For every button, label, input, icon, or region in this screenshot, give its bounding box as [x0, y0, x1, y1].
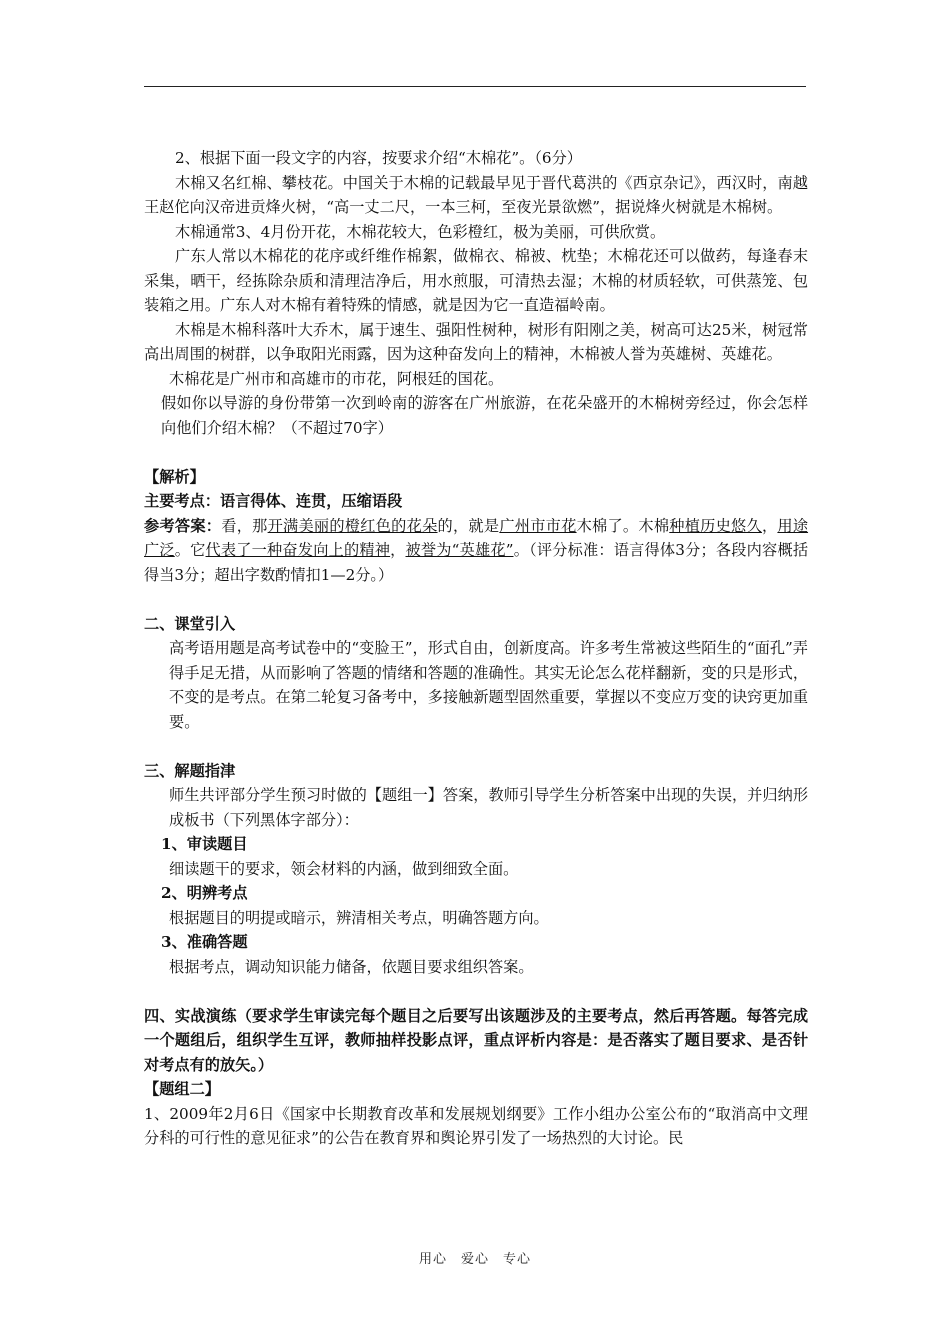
- answer-underline-4: 用途广泛: [144, 516, 809, 559]
- answer-underline-2: 广州市市花: [499, 516, 577, 535]
- group-2-question-1: 1、2009年2月6日《国家中长期教育改革和发展规划纲要》工作小组办公室公布的“取消高中文理分科的可行性的意见征求”的公告在教育界和舆论界引发了一场热烈的大讨论。民: [144, 1104, 808, 1147]
- material-paragraph-3: 广东人常以木棉花的花序或纤维作棉絮，做棉衣、棉被、枕垫；木棉花还可以做药，每逢春末采集，晒干，经拣除杂质和清理洁净后，用水煎服，可清热去湿；木棉的材质轻软，可供蒸笼、包装箱之用。广东人对木棉有着特殊的情感，就是因为它一直造福岭南。: [144, 247, 808, 314]
- material-paragraph-2: 木棉通常3、4月份开花，木棉花较大，色彩橙红，极为美丽，可供欣赏。: [175, 222, 666, 241]
- section-2-body: 高考语用题是高考试卷中的“变脸王”，形式自由，创新度高。许多考生常被这些陌生的“面孔”弄得手足无措，从而影响了答题的情绪和答题的准确性。其实无论怎么花样翻新，变的只是形式，不变的是考点。在第二轮复习备考中，多接触新题型固然重要，掌握以不变应万变的诀窍更加重要。: [169, 639, 808, 731]
- section-3-intro: 师生共评部分学生预习时做的【题组一】答案，教师引导学生分析答案中出现的失误，并归纳形成板书（下列黑体字部分）：: [169, 786, 808, 829]
- section-4-heading: 四、实战演练（要求学生审读完每个题目之后要写出该题涉及的主要考点，然后再答题。每答完成一个题组后，组织学生互评，教师抽样投影点评，重点评析内容是：是否落实了题目要求、是否针对考点有的放矢。）: [144, 1006, 808, 1074]
- analysis-key-points: 主要考点：语言得体、连贯，压缩语段: [144, 492, 403, 510]
- answer-label: 参考答案：: [144, 516, 222, 535]
- step-3-desc: 根据考点，调动知识能力储备，依题目要求组织答案。: [169, 957, 534, 976]
- step-2-title: 2、明辨考点: [161, 884, 248, 902]
- material-paragraph-4: 木棉是木棉科落叶大乔木，属于速生、强阳性树种，树形有阳刚之美，树高可达25米，树冠常高出周围的树群，以争取阳光雨露，因为这种奋发向上的精神，木棉被人誉为英雄树、英雄花。: [144, 320, 808, 363]
- analysis-heading: 【解析】: [144, 467, 205, 486]
- material-paragraph-5: 木棉花是广州市和高雄市的市花，阿根廷的国花。: [169, 369, 504, 388]
- reference-answer: 参考答案：看，那开满美丽的橙红色的花朵的，就是广州市市花木棉了。木棉种植历史悠久，用途广泛。它代表了一种奋发向上的精神，被誉为“英雄花”。（评分标准：语言得体3分；各段内容概括得当3分；超出字数酌情扣1—2分。）: [144, 516, 809, 584]
- step-2-desc: 根据题目的明提或暗示，辨清相关考点，明确答题方向。: [169, 908, 549, 927]
- header-rule: [144, 86, 806, 87]
- answer-underline-1: 开满美丽的橙红色的花朵: [267, 516, 438, 535]
- step-1-title: 1、审读题目: [161, 835, 248, 853]
- step-1-desc: 细读题干的要求，领会材料的内涵，做到细致全面。: [169, 859, 519, 878]
- section-3-heading: 三、解题指津: [144, 761, 236, 780]
- section-2-heading: 二、课堂引入: [144, 614, 236, 633]
- step-3-title: 3、准确答题: [161, 933, 248, 951]
- page-footer: 用心 爱心 专心: [418, 1252, 531, 1267]
- answer-underline-3: 种植历史悠久: [669, 516, 762, 535]
- question-2-task: 假如你以导游的身份带第一次到岭南的游客在广州旅游，在花朵盛开的木棉树旁经过，你会怎样向他们介绍木棉？（不超过70字）: [161, 394, 808, 437]
- question-group-2: 【题组二】: [144, 1080, 220, 1098]
- answer-underline-5: 代表了一种奋发向上的精神: [205, 541, 391, 559]
- answer-underline-6: 被誉为“英雄花”: [405, 541, 514, 559]
- document-body: [144, 146, 808, 1151]
- material-paragraph-1: 木棉又名红棉、攀枝花。中国关于木棉的记载最早见于晋代葛洪的《西京杂记》，西汉时，南越王赵佗向汉帝进贡烽火树，“高一丈二尺，一本三柯，至夜光景欲燃”，据说烽火树就是木棉树。: [144, 173, 808, 216]
- question-2-prompt: 2、根据下面一段文字的内容，按要求介绍“木棉花”。（6分）: [175, 149, 582, 167]
